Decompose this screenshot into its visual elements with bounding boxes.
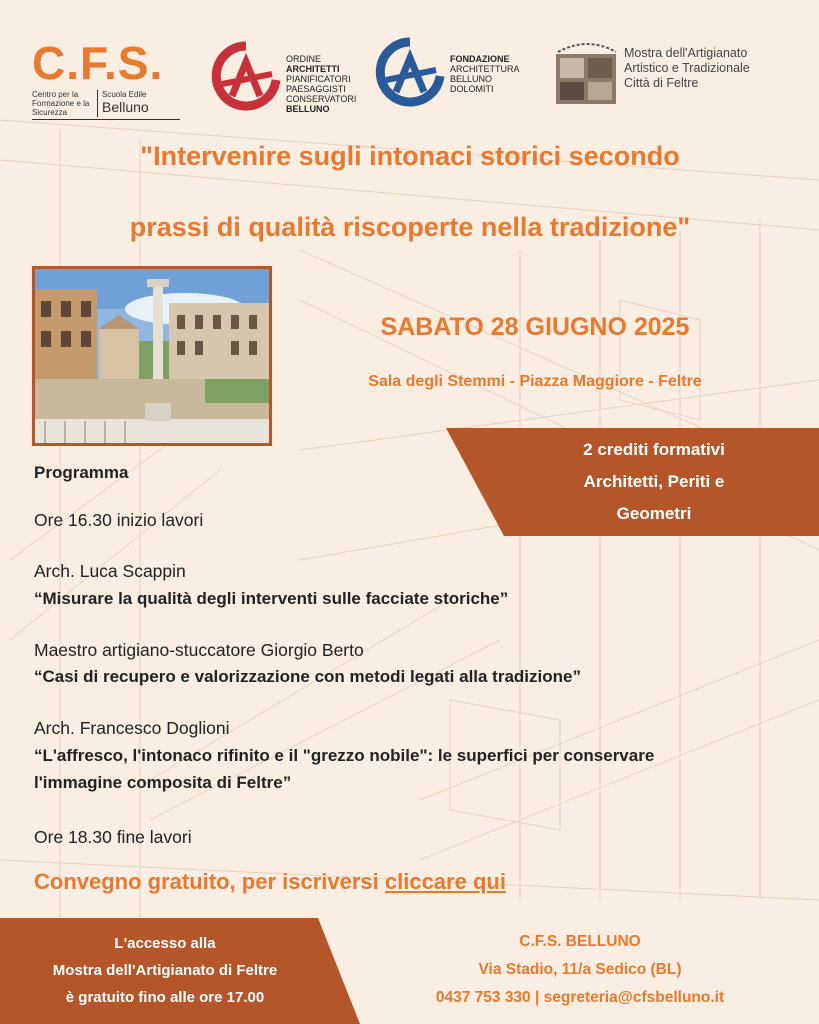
fondazione-line4: DOLOMITI — [450, 84, 494, 94]
cfs-subtitle: Centro per la Formazione e la Sicurezza — [32, 90, 98, 117]
fondazione-logo — [374, 36, 520, 108]
ordine-line4: PAESAGGISTI — [286, 84, 346, 94]
event-title — [20, 135, 800, 248]
speaker-2: Maestro artigiano-stuccatore Giorgio Berto — [34, 640, 364, 660]
feltre-square-photo — [32, 266, 272, 446]
footer-phone-email[interactable]: 0437 753 330 | segreteria@cfsbelluno.it — [435, 989, 725, 1006]
registration-cta — [34, 869, 506, 895]
title-line1: "Intervenire sugli intonaci storici secondo — [140, 141, 680, 171]
program-heading: Programma — [34, 463, 129, 482]
talk-1: “Misurare la qualità degli interventi sulle facciate storiche” — [34, 589, 509, 608]
mostra-emblem-icon — [554, 40, 620, 106]
mostra-line3: Città di Feltre — [624, 76, 699, 90]
event-location: Sala degli Stemmi - Piazza Maggiore - Feltre — [368, 373, 702, 390]
program-start: Ore 16.30 inizio lavori — [34, 510, 204, 530]
ordine-emblem-icon — [210, 40, 282, 112]
cfs-school: Scuola Edile — [102, 90, 147, 99]
footer-address: Via Stadio, 11/a Sedico (BL) — [478, 961, 682, 978]
footer-left-line1: L'accesso alla — [114, 935, 216, 952]
program-end: Ore 18.30 fine lavori — [34, 827, 192, 847]
fondazione-line3: BELLUNO — [450, 74, 493, 84]
footer-org: C.F.S. BELLUNO — [519, 933, 641, 950]
ordine-line1: ORDINE — [286, 54, 322, 64]
credits-line2: Architetti, Periti e — [583, 472, 725, 491]
credits-line3: Geometri — [616, 504, 692, 523]
footer-left-line3: è gratuito fino alle ore 17.00 — [65, 989, 265, 1006]
credits-banner — [446, 428, 819, 536]
cta-text: Convegno gratuito, per iscriversi — [34, 869, 385, 894]
mostra-line2: Artistico e Tradizionale — [624, 61, 750, 75]
fondazione-line1: FONDAZIONE — [450, 54, 510, 64]
credits-line1: 2 crediti formativi — [583, 440, 725, 459]
footer-left-line2: Mostra dell'Artigianato di Feltre — [52, 962, 278, 979]
ordine-line2: ARCHITETTI — [286, 64, 340, 74]
footer-contact — [370, 928, 790, 1012]
event-date: SABATO 28 GIUGNO 2025 — [380, 313, 690, 341]
ordine-architetti-logo — [210, 38, 356, 114]
cfs-acronym: C.F.S. — [32, 37, 164, 89]
ordine-line6: BELLUNO — [286, 104, 330, 114]
fondazione-line2: ARCHITETTURA — [450, 64, 520, 74]
title-line2: prassi di qualità riscoperte nella tradizione" — [129, 212, 691, 242]
mostra-logo — [554, 40, 750, 106]
ordine-line3: PIANIFICATORI — [286, 74, 351, 84]
mostra-line1: Mostra dell'Artigianato — [624, 46, 748, 60]
ordine-line5: CONSERVATORI — [286, 94, 357, 104]
footer-access-banner — [0, 918, 360, 1024]
speaker-1: Arch. Luca Scappin — [34, 561, 186, 581]
talk-2: “Casi di recupero e valorizzazione con metodi legati alla tradizione” — [34, 667, 581, 686]
speaker-3: Arch. Francesco Doglioni — [34, 718, 230, 738]
cfs-logo — [32, 37, 182, 120]
cfs-city: Belluno — [102, 99, 149, 115]
register-link[interactable]: cliccare qui — [384, 869, 506, 894]
talk-3-line1: “L'affresco, l'intonaco rifinito e il "grezzo nobile": le superfici per conservare — [34, 746, 655, 765]
fondazione-emblem-icon — [374, 36, 446, 108]
talk-3-line2: l'immagine composita di Feltre” — [34, 773, 292, 792]
